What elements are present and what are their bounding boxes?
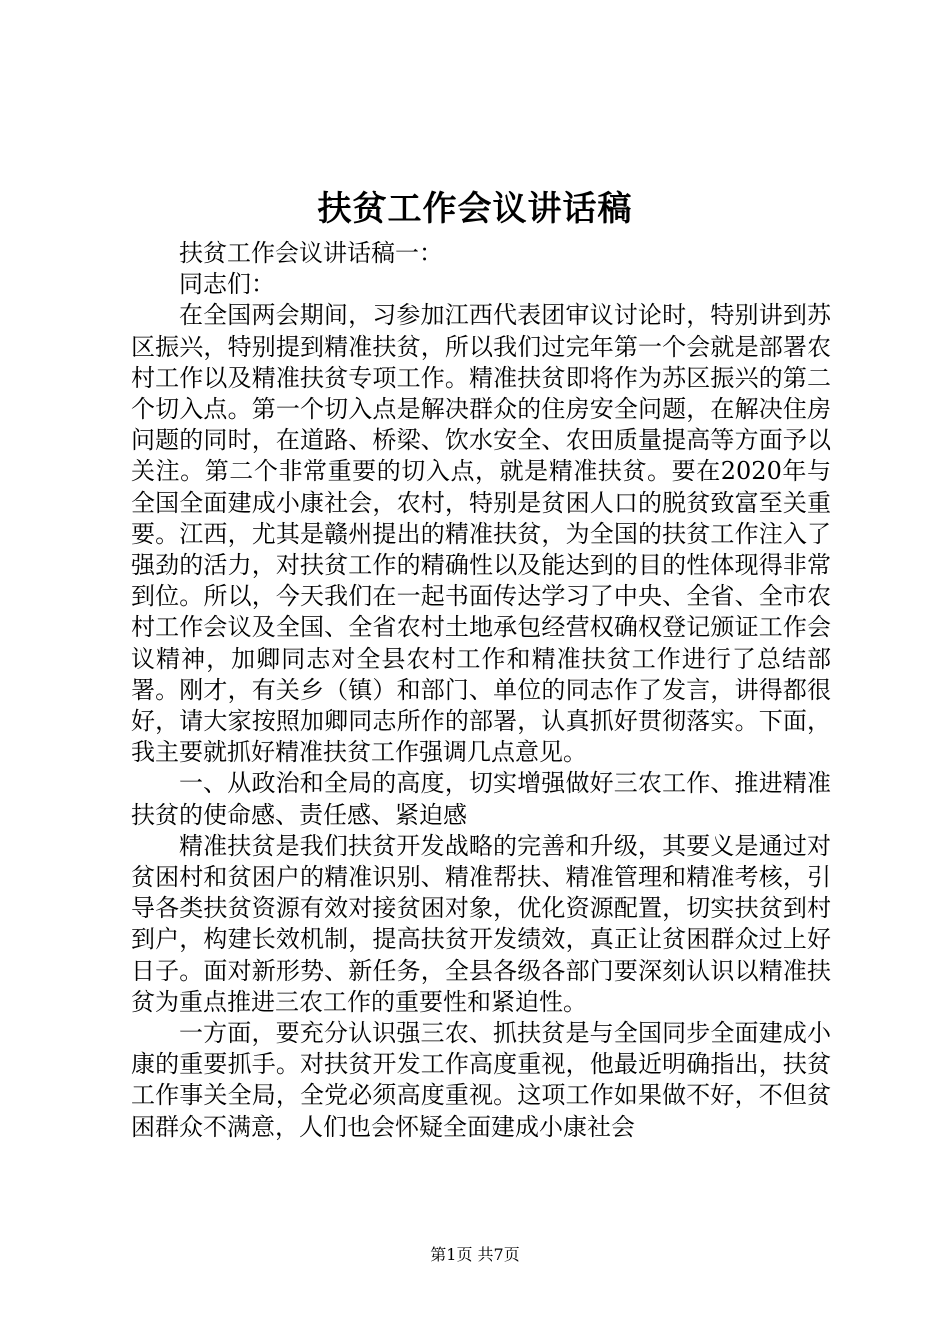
paragraph: 同志们： bbox=[179, 270, 275, 299]
document-title: 扶贫工作会议讲话稿 bbox=[317, 189, 633, 229]
paragraph: 扶贫工作会议讲话稿一： bbox=[179, 239, 443, 267]
page-footer: 第1页 共7页 bbox=[430, 1245, 520, 1264]
paragraph: 精准扶贫是我们扶贫开发战略的完善和升级，其要义是通过对贫困村和贫困户的精准识别、精准帮扶、精准管理和精准考核，引导各类扶贫资源有效对接贫困对象，优化资源配置，切实扶贫到村到户，构建长效机制，提高扶贫开发绩效，真正让贫困群众过上好日子。面对新形势、新任务，全县各级各部门要深刻认识以精准扶贫为重点推进三农工作的重要性和紧迫性。 bbox=[131, 831, 831, 1016]
paragraph: 在全国两会期间，习参加江西代表团审议讨论时，特别讲到苏区振兴，特别提到精准扶贫，所以我们过完年第一个会就是部署农村工作以及精准扶贫专项工作。精准扶贫即将作为苏区振兴的第二个切入点。第一个切入点是解决群众的住房安全问题，在解决住房问题的同时，在道路、桥梁、饮水安全、农田质量提高等方面予以关注。第二个非常重要的切入点，就是精准扶贫。要在2020年与全国全面建成小康社会，农村，特别是贫困人口的脱贫致富至关重要。江西，尤其是赣州提出的精准扶贫，为全国的扶贫工作注入了强劲的活力，对扶贫工作的精确性以及能达到的目的性体现得非常到位。所以，今天我们在一起书面传达学习了中央、全省、全市农村工作会议及全国、全省农村土地承包经营权确权登记颁证工作会议精神，加卿同志对全县农村工作和精准扶贫工作进行了总结部署。刚才，有关乡（镇）和部门、单位的同志作了发言，讲得都很好，请大家按照加卿同志所作的部署，认真抓好贯彻落实。下面，我主要就抓好精准扶贫工作强调几点意见。 bbox=[131, 301, 831, 767]
section-heading: 一、从政治和全局的高度，切实增强做好三农工作、推进精准扶贫的使命感、责任感、紧迫感 bbox=[131, 769, 831, 829]
paragraph: 一方面，要充分认识强三农、抓扶贫是与全国同步全面建成小康的重要抓手。对扶贫开发工作高度重视，他最近明确指出，扶贫工作事关全局，全党必须高度重视。这项工作如果做不好，不但贫困群众不满意，人们也会怀疑全面建成小康社会 bbox=[131, 1019, 831, 1141]
document-body bbox=[131, 238, 831, 1143]
